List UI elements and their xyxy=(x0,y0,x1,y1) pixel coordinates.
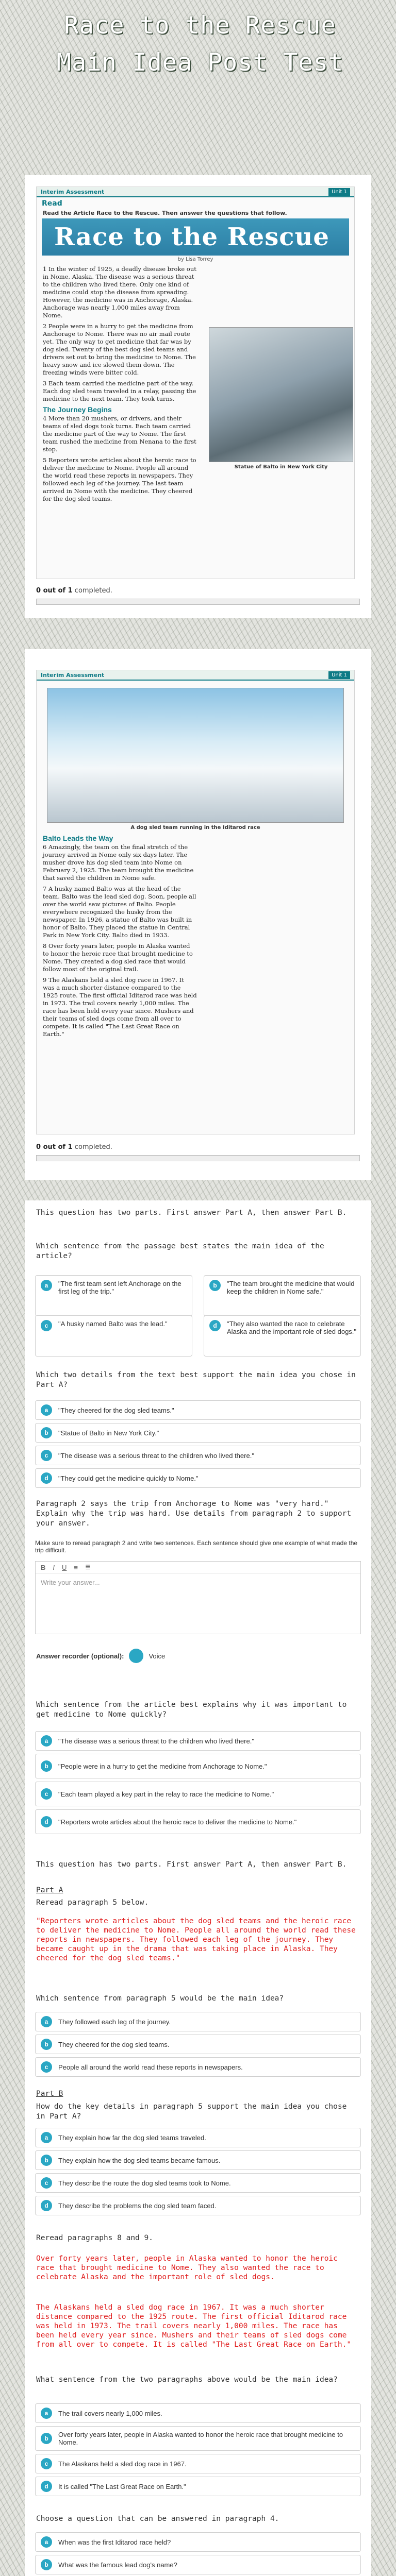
question-prompt: How do the key details in paragraph 5 support the main idea you chose in Part A? xyxy=(36,2103,347,2121)
question-prompt: Which sentence from the article best explains why it was important to get medicine to Nome quickly? xyxy=(36,1701,347,1719)
question-prompt: Which sentence from paragraph 5 would be the main idea? xyxy=(36,1994,284,2003)
article-paragraph: 8 Over forty years later, people in Alaska wanted to honor the heroic race that brought medicine to Nome. They created a dog sled race that would follow most of the original trail. xyxy=(43,942,193,973)
question-prompt: Choose a question that can be answered in paragraph 4. xyxy=(36,2515,279,2523)
choice-letter: b xyxy=(41,2433,52,2444)
answer-choice-b[interactable] xyxy=(35,2035,361,2054)
answer-choice-c[interactable] xyxy=(35,2173,361,2193)
choice-letter: b xyxy=(209,1280,221,1291)
choice-letter: b xyxy=(41,2559,52,2570)
answer-choice-b[interactable] xyxy=(35,1423,361,1443)
choice-letter: c xyxy=(41,2458,52,2469)
choice-text: They explain how far the dog sled teams traveled. xyxy=(58,2133,206,2142)
choice-letter: c xyxy=(41,1788,52,1800)
header-left: Interim Assessment xyxy=(41,671,105,679)
choice-letter: b xyxy=(41,1427,52,1438)
question-prompt: Which sentence from the passage best states the main idea of the article? xyxy=(36,1242,324,1260)
choice-text: "Reporters wrote articles about the heroic race to deliver the medicine to Nome." xyxy=(58,1818,297,1826)
balto-statue-photo xyxy=(209,327,353,462)
choice-letter: a xyxy=(41,1280,52,1291)
article-headline: Race to the Rescue xyxy=(42,218,349,256)
choice-text: They followed each leg of the journey. xyxy=(58,2018,171,2026)
voice-label: Voice xyxy=(148,1652,166,1660)
article-panel-2 xyxy=(25,649,371,1180)
question-intro: This question has two parts. First answer Part A, then answer Part B. xyxy=(36,1209,347,1217)
bullet-list-button[interactable]: ≡ xyxy=(74,1563,78,1571)
choice-letter: d xyxy=(209,1320,221,1331)
choice-text: "Each team played a key part in the relay to race the medicine to Nome." xyxy=(58,1790,274,1798)
answer-choice-d[interactable] xyxy=(35,2477,361,2496)
choice-text: The trail covers nearly 1,000 miles. xyxy=(58,2409,162,2417)
article-paragraph: 9 The Alaskans held a sled dog race in 1967. It was a much shorter distance compared to the 1925 route. The first official Iditarod race was held in 1973. The trail covers nearly 1,000 miles. The race has been held every year since. Mushers and their teams of sled dogs come from all over to compete. It is called "The Last Great Race on Earth." xyxy=(43,976,197,1038)
article-paragraph: 4 More than 20 mushers, or drivers, and their teams of sled dogs took turns. Each team carried the medicine part of the way to Nome. The first team rushed the medicine from Nenana to the first stop. xyxy=(43,415,196,453)
choice-text: People all around the world read these reports in newspapers. xyxy=(58,2063,243,2071)
choice-text: "People were in a hurry to get the medicine from Anchorage to Nome." xyxy=(58,1762,267,1770)
header-unit: Unit 1 xyxy=(328,671,350,679)
photo-caption: Statue of Balto in New York City xyxy=(234,464,328,470)
numbered-list-button[interactable]: ≣ xyxy=(85,1563,91,1571)
choice-text: "Statue of Balto in New York City." xyxy=(58,1429,159,1437)
choice-text: They explain how the dog sled teams became famous. xyxy=(58,2156,221,2164)
answer-choice-a[interactable] xyxy=(35,2128,361,2147)
quoted-paragraph-8: Over forty years later, people in Alaska wanted to honor the heroic race that brought medicine to Nome. They also wanted the race to celebrate Alaska and the important role of sled dogs. xyxy=(36,2255,338,2281)
article-paragraph: 5 Reporters wrote articles about the heroic race to deliver the medicine to Nome. People all around the world read these reports in newspapers. They followed each leg of the journey. The last team arrived in Nome with the medicine. They cheered for the dog sled teams. xyxy=(43,456,196,502)
read-tag: Read xyxy=(42,199,62,208)
answer-choice-c[interactable] xyxy=(35,1446,361,1465)
choice-letter: a xyxy=(41,2016,52,2027)
answer-choice-a[interactable] xyxy=(35,2532,361,2552)
microphone-icon[interactable] xyxy=(129,1649,143,1663)
choice-letter: d xyxy=(41,1472,52,1484)
question-intro: This question has two parts. First answer Part A, then answer Part B. xyxy=(36,1860,347,1869)
completion-status xyxy=(25,1141,124,1153)
choice-text: Over forty years later, people in Alaska wanted to honor the heroic race that brought medicine to Nome. xyxy=(58,2431,343,2446)
article-paragraph: 1 In the winter of 1925, a deadly disease broke out in Nome, Alaska. The disease was a serious threat to the children who lived there. Only one kind of medicine could stop the disease from spreading. However, the medicine was in Anchorage, Alaska. Anchorage was nearly 1,000 miles away from Nome. xyxy=(43,265,196,319)
answer-choice-a[interactable] xyxy=(35,1275,192,1316)
answer-choice-a[interactable] xyxy=(35,2012,361,2031)
choice-letter: c xyxy=(41,1450,52,1461)
answer-choice-b[interactable] xyxy=(35,2426,361,2451)
article-scan-2 xyxy=(36,670,355,1134)
section-heading: The Journey Begins xyxy=(43,405,112,414)
question-prompt: What sentence from the two paragraphs above would be the main idea? xyxy=(36,2376,338,2384)
question-prompt: Paragraph 2 says the trip from Anchorage to Nome was "very hard." Explain why the trip was hard. Use details from paragraph 2 to support your answer. xyxy=(36,1500,352,1528)
choice-text: They describe the route the dog sled teams took to Nome. xyxy=(58,2179,231,2187)
choice-text: "The disease was a serious threat to the children who lived there." xyxy=(58,1737,254,1745)
choice-letter: c xyxy=(41,2177,52,2189)
answer-recorder xyxy=(36,1649,165,1663)
answer-choice-d[interactable] xyxy=(35,2196,361,2215)
assessment-header xyxy=(37,187,354,197)
dog-sled-photo xyxy=(47,688,344,823)
completed-suffix: completed. xyxy=(74,1143,112,1151)
header-left: Interim Assessment xyxy=(41,188,105,195)
choice-text: "The team brought the medicine that would keep the children in Nome safe." xyxy=(227,1280,355,1295)
choice-text: The Alaskans held a sled dog race in 1967. xyxy=(58,2460,187,2468)
article-panel-1 xyxy=(25,175,371,618)
completed-count: 0 out of 1 xyxy=(36,587,73,595)
answer-placeholder: Write your answer... xyxy=(41,1579,100,1586)
choice-text: "They cheered for the dog sled teams." xyxy=(58,1406,174,1414)
choice-letter: a xyxy=(41,1735,52,1747)
text-toolbar xyxy=(36,1562,360,1573)
choice-letter: d xyxy=(41,2481,52,2492)
choice-text: "They could get the medicine quickly to Nome." xyxy=(58,1474,199,1482)
choice-text: "The disease was a serious threat to the children who lived there." xyxy=(58,1451,254,1460)
choice-letter: c xyxy=(41,1320,52,1331)
progress-bar xyxy=(36,1155,360,1161)
choice-letter: d xyxy=(41,2200,52,2211)
italic-button[interactable]: I xyxy=(53,1563,55,1571)
question-prompt: Which two details from the text best support the main idea you chose in Part A? xyxy=(36,1371,356,1389)
part-b-label: Part B xyxy=(36,2090,63,2098)
choice-letter: b xyxy=(41,2039,52,2050)
article-scan-1 xyxy=(36,187,355,579)
answer-choice-b[interactable] xyxy=(35,2150,361,2170)
answer-choice-c[interactable] xyxy=(35,1782,361,1806)
choice-letter: b xyxy=(41,2155,52,2166)
choice-text: It is called "The Last Great Race on Earth." xyxy=(58,2482,186,2490)
quoted-paragraph-9: The Alaskans held a sled dog race in 1967. It was a much shorter distance compared to the 1925 route. The first official Iditarod race was held in 1973. The trail covers nearly 1,000 miles. The race has been held every year since. Mushers and their teams of sled dogs come from all over to compete. It is called "The Last Great Race on Earth." xyxy=(36,2303,352,2349)
choice-text: "A husky named Balto was the lead." xyxy=(58,1320,168,1328)
choice-letter: a xyxy=(41,2408,52,2419)
choice-text: "The first team sent left Anchorage on the first leg of the trip." xyxy=(58,1280,182,1295)
choice-text: What was the famous lead dog's name? xyxy=(58,2561,177,2569)
title-card xyxy=(25,0,371,170)
progress-bar xyxy=(36,599,360,605)
article-column xyxy=(37,835,204,1038)
choice-letter: a xyxy=(41,2536,52,2548)
question-note: Make sure to reread paragraph 2 and write two sentences. Each sentence should give one example of what made the trip difficult. xyxy=(35,1539,358,1554)
choice-text: They cheered for the dog sled teams. xyxy=(58,2040,170,2048)
article-paragraph: 3 Each team carried the medicine part of the way. Each dog sled team traveled in a relay, passing the medicine to the next team. They took turns. xyxy=(43,380,196,402)
reread-instruction: Reread paragraph 5 below. xyxy=(36,1899,149,1907)
answer-choice-a[interactable] xyxy=(35,2403,361,2423)
answer-choice-c[interactable] xyxy=(35,1315,192,1357)
answer-choice-d[interactable] xyxy=(35,1809,361,1834)
assessment-header xyxy=(37,670,354,681)
completion-status xyxy=(25,585,124,597)
answer-textarea[interactable] xyxy=(35,1561,361,1634)
completed-count: 0 out of 1 xyxy=(36,1143,73,1151)
answer-choice-a[interactable] xyxy=(35,1731,361,1751)
recorder-label: Answer recorder (optional): xyxy=(36,1652,124,1660)
choice-letter: a xyxy=(41,1404,52,1416)
answer-choice-d[interactable] xyxy=(35,1468,361,1488)
choice-letter: a xyxy=(41,2132,52,2143)
answer-choice-d[interactable] xyxy=(204,1315,361,1357)
quoted-paragraph-5: "Reporters wrote articles about the dog sled teams and the heroic race to deliver the medicine to Nome. People all around the world read these reports in newspapers. They followed each leg of the journey. They became caught up in the drama that was taking place in Alaska. They cheered for the dog sled teams." xyxy=(36,1917,356,1962)
answer-choice-b[interactable] xyxy=(35,1754,361,1778)
answer-choice-b[interactable] xyxy=(204,1275,361,1316)
choice-text: They describe the problems the dog sled team faced. xyxy=(58,2201,217,2210)
article-paragraph: 7 A husky named Balto was at the head of the team. Balto was the lead sled dog. Soon, people all over the world saw pictures of Balto. People everywhere recognized the husky from the newspaper. In 1926, a statue of Balto was built in honor of Balto. They placed the statue in Central Park in New York City. Balto died in 1933. xyxy=(43,885,196,939)
article-paragraph: 6 Amazingly, the team on the final stretch of the journey arrived in Nome only six days later. The musher drove his dog sled team into Nome on February 2, 1925. The team brought the medicine that saved the children in Nome safe. xyxy=(43,843,194,882)
header-unit: Unit 1 xyxy=(328,188,350,196)
section-heading: Balto Leads the Way xyxy=(43,834,113,842)
choice-text: When was the first Iditarod race held? xyxy=(58,2538,171,2546)
choice-text: "They also wanted the race to celebrate Alaska and the important role of sled dogs." xyxy=(227,1320,357,1335)
bold-button[interactable]: B xyxy=(41,1563,46,1571)
choice-letter: b xyxy=(41,1760,52,1772)
article-byline: by Lisa Torrey xyxy=(177,257,213,262)
answer-choice-c[interactable] xyxy=(35,2454,361,2473)
completed-suffix: completed. xyxy=(74,587,112,595)
page-title: Race to the Rescue Main Idea Post Test xyxy=(56,11,344,77)
reread-instruction: Reread paragraphs 8 and 9. xyxy=(36,2234,153,2242)
choice-letter: c xyxy=(41,2061,52,2073)
photo-caption: A dog sled team running in the Iditarod race xyxy=(130,825,260,831)
answer-choice-a[interactable] xyxy=(35,1400,361,1420)
answer-choice-c[interactable] xyxy=(35,2057,361,2077)
article-instructions: Read the Article Race to the Rescue. Then answer the questions that follow. xyxy=(43,210,287,216)
underline-button[interactable]: U xyxy=(62,1563,67,1571)
part-a-label: Part A xyxy=(36,1886,63,1894)
article-column-left xyxy=(37,265,204,506)
choice-letter: d xyxy=(41,1816,52,1827)
answer-choice-b[interactable] xyxy=(35,2555,361,2574)
article-paragraph: 2 People were in a hurry to get the medicine from Anchorage to Nome. There was no air mail route yet. The only way to get medicine that far was by dog sled. Twenty of the best dog sled teams and drivers set out to bring the medicine to Nome. The heavy snow and ice slowed them down. The freezing winds were bitter cold. xyxy=(43,323,196,376)
